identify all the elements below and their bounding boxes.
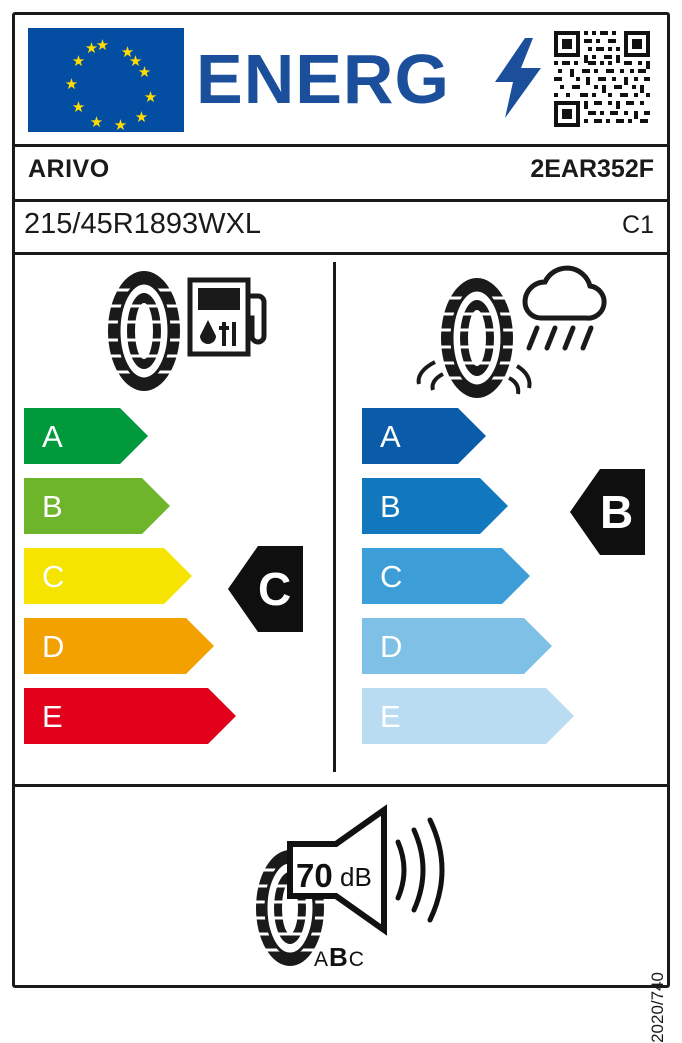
fuel-grade-bar-d [24,618,186,674]
flag-star: ★ [71,99,86,116]
grade-letter: D [380,628,403,664]
grade-bar-tip [142,478,170,534]
divider-line [12,252,670,255]
flag-star: ★ [113,117,128,134]
flag-star: ★ [89,114,104,131]
grade-row [362,688,546,744]
eu-flag-icon [28,28,184,132]
grade-letter: C [380,558,403,594]
divider-line [12,199,670,202]
wet-grade-bar-b [362,478,480,534]
wet-grip-scale [362,408,546,758]
grade-letter: A [380,418,401,454]
grade-bar-tip [502,548,530,604]
noise-unit: dB [340,862,372,892]
grade-letter: E [42,698,63,734]
fuel-grade-bar-e [24,688,208,744]
flag-star: ★ [128,53,143,70]
grade-bar-tip [458,408,486,464]
grade-letter: D [42,628,65,664]
regulation-code: 2020/740 [648,972,667,1043]
fuel-pump-icon [190,280,264,354]
grade-bar-tip [164,548,192,604]
noise-class-b: B [329,942,349,972]
arrow-body [258,546,303,632]
grade-row [362,618,546,674]
grade-letter: B [380,488,401,524]
grade-row [24,408,208,464]
qr-code-icon [549,26,653,130]
grade-letter: E [380,698,401,734]
tyre-icon [107,271,181,391]
noise-class-a: A [314,948,330,971]
fuel-grade-bar-a [24,408,120,464]
flag-star: ★ [71,53,86,70]
grade-row [24,548,208,604]
lightning-bolt-icon [495,38,541,118]
grade-letter: C [42,558,65,594]
fuel-efficiency-result [228,546,303,632]
divider-line [12,144,670,147]
grade-bar-tip [480,478,508,534]
wet-grip-result [570,469,645,555]
grade-row [362,478,546,534]
wet-grip-pictogram [405,266,610,401]
flag-star: ★ [120,44,135,61]
tyre-size: 215/45R1893WXL [24,208,261,240]
arrow-point-icon [570,469,600,555]
flag-star: ★ [143,89,158,106]
grade-letter: A [42,418,63,454]
grade-row [24,688,208,744]
fuel-grade-bar-c [24,548,164,604]
wet-grade-bar-a [362,408,458,464]
arrow-body [600,469,645,555]
fuel-efficiency-pictogram [86,266,266,396]
supplier-brand: ARIVO [28,155,110,183]
grade-bar-tip [546,688,574,744]
arrow-point-icon [228,546,258,632]
grade-bar-tip [524,618,552,674]
flag-star: ★ [137,64,152,81]
fuel-grade-bar-b [24,478,142,534]
flag-star: ★ [95,37,110,54]
page-title: ENERG [196,40,450,118]
flag-star: ★ [64,76,79,93]
fuel-selected-class: C [258,563,292,615]
grade-bar-tip [208,688,236,744]
tyre-class: C1 [622,211,654,239]
wet-selected-class: B [600,486,634,538]
wet-grade-bar-d [362,618,524,674]
tyre-splash-icon [419,278,530,398]
grade-letter: B [42,488,63,524]
wet-grade-bar-e [362,688,546,744]
noise-value: 70 [296,857,333,894]
wet-grade-bar-c [362,548,502,604]
flag-star: ★ [84,40,99,57]
column-separator [333,262,336,772]
supplier-model: 2EAR352F [530,155,654,183]
grade-bar-tip [186,618,214,674]
grade-row [24,618,208,674]
rain-cloud-icon [525,268,604,348]
fuel-efficiency-scale [24,408,208,758]
grade-row [362,548,546,604]
noise-class-c: C [348,948,365,971]
divider-line [12,784,670,787]
flag-star: ★ [134,109,149,126]
grade-bar-tip [120,408,148,464]
noise-class-scale [314,942,365,973]
grade-row [24,478,208,534]
grade-row [362,408,546,464]
